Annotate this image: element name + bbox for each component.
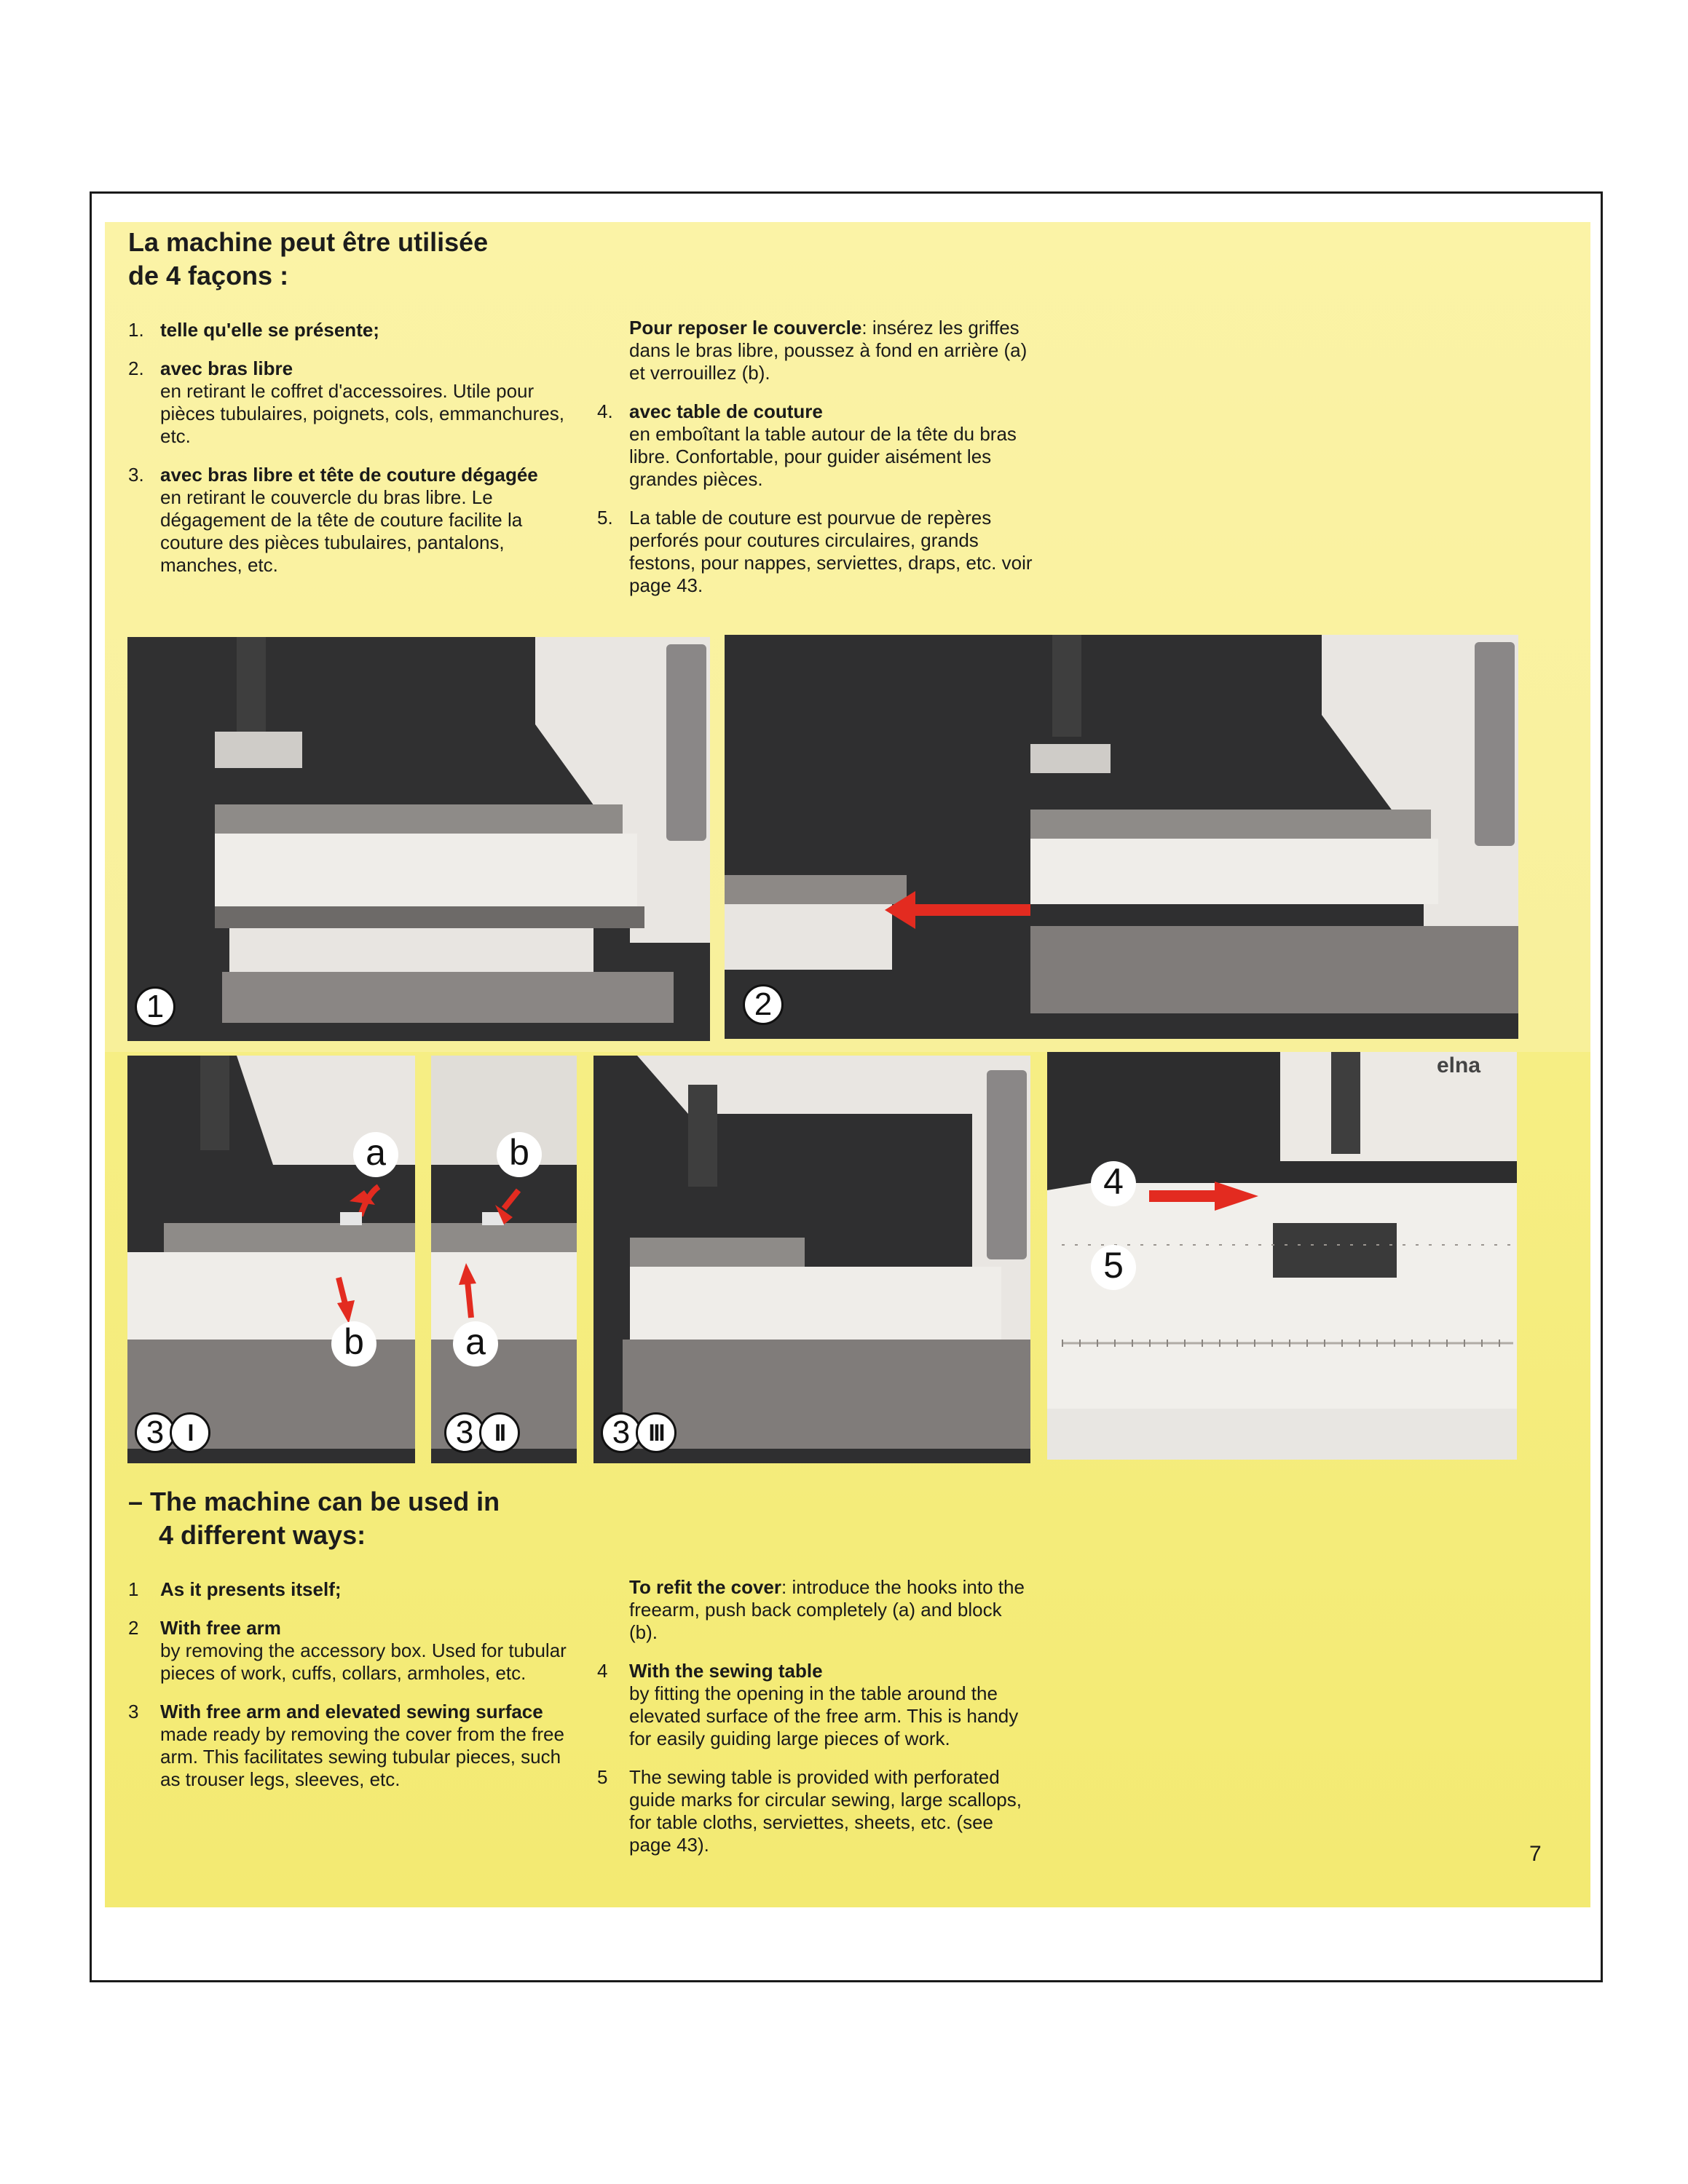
figure-label-5: 5 (1091, 1245, 1136, 1290)
machine-illustration (725, 635, 1518, 1039)
label-b: b (497, 1132, 542, 1177)
figure-label-4: 4 (1091, 1161, 1136, 1206)
figure-badge-3: 3 (444, 1412, 485, 1453)
list-item: 5. La table de couture est pourvue de repères perforés pour coutures circulaires, grands festons, pour nappes, serviettes, draps, etc. voir page 43. (597, 507, 1033, 596)
french-list-left (128, 319, 580, 593)
label-a: a (353, 1132, 398, 1177)
page-number: 7 (1529, 1842, 1542, 1866)
machine-illustration (431, 1056, 577, 1463)
figure-badge-1: 1 (135, 986, 175, 1027)
list-item: 3. avec bras libre et tête de couture dégagée en retirant le couvercle du bras libre. Le dégagement de la tête de couture facilite la couture des pièces tubulaires, pantalons, manches, etc. (128, 464, 538, 576)
list-item: 5 The sewing table is provided with perforated guide marks for circular sewing, large scallops, for table cloths, serviettes, sheets, etc. (see page 43). (597, 1766, 1022, 1856)
french-list-right (597, 317, 1034, 613)
list-item: 1. telle qu'elle se présente; (128, 319, 379, 341)
list-item: 4 With the sewing table by fitting the opening in the table around the elevated surface of the free arm. This is handy for easily guiding large pieces of work. (597, 1660, 1019, 1749)
photo-elevated-surface (593, 1056, 1030, 1463)
photo-sewing-table (1047, 1052, 1517, 1460)
figure-roman-III: III (636, 1412, 677, 1453)
figure-badge-3: 3 (135, 1412, 175, 1453)
english-list-left (128, 1578, 580, 1807)
photo-refit-cover (431, 1056, 577, 1463)
figure-roman-I: I (170, 1412, 210, 1453)
list-item: 2. avec bras libre en retirant le coffret d'accessoires. Utile pour pièces tubulaires, poignets, cols, emmanchures, etc. (128, 357, 564, 447)
english-title: – The machine can be used in 4 different ways: (128, 1487, 500, 1550)
list-item: 1 As it presents itself; (128, 1578, 342, 1600)
cover-note: Pour reposer le couvercle: insérez les griffes dans le bras libre, poussez à fond en arrière (a) et verrouillez (b). (629, 317, 1028, 384)
figure-badge-2: 2 (743, 984, 784, 1025)
english-list-right (597, 1576, 1034, 1872)
brand-logo-text: elna (1437, 1053, 1481, 1077)
machine-illustration (127, 1056, 415, 1463)
machine-illustration (593, 1056, 1030, 1463)
photo-remove-cover (127, 1056, 415, 1463)
list-item: 4. avec table de couture en emboîtant la table autour de la tête du bras libre. Confortable, pour guider aisément les grandes pièces. (597, 400, 1017, 490)
french-title: La machine peut être utilisée de 4 façons : (128, 227, 489, 290)
figure-badge-3: 3 (601, 1412, 642, 1453)
list-item: 3 With free arm and elevated sewing surface made ready by removing the cover from the free arm. This facilitates sewing tubular pieces, such as trouser legs, sleeves, etc. (128, 1701, 564, 1790)
label-a: a (453, 1321, 498, 1366)
label-b: b (331, 1321, 376, 1366)
figure-roman-II: II (479, 1412, 520, 1453)
photo-free-arm (725, 635, 1518, 1039)
photo-machine-as-is (127, 637, 710, 1041)
list-item: 2 With free arm by removing the accessory box. Used for tubular pieces of work, cuffs, collars, armholes, etc. (128, 1617, 567, 1684)
cover-note: To refit the cover: introduce the hooks into the freearm, push back completely (a) and block (b). (629, 1576, 1025, 1643)
machine-illustration (127, 637, 710, 1041)
